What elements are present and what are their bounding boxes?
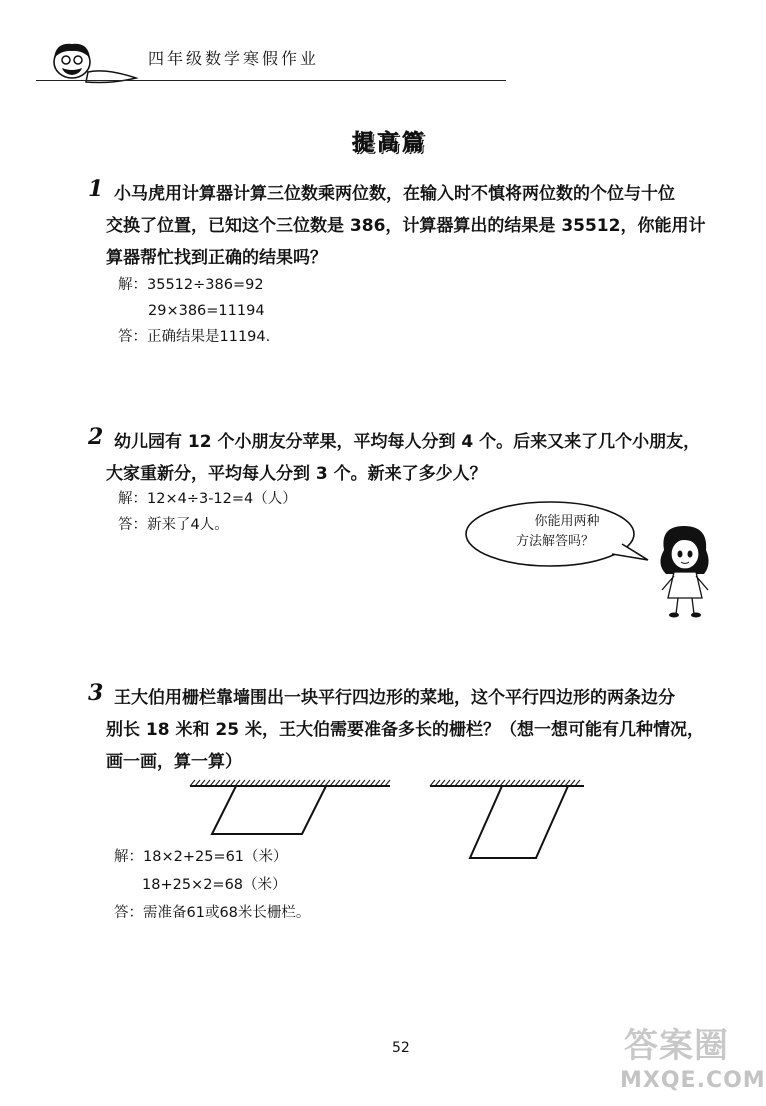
- question-text: [106, 426, 734, 490]
- bubble-line: 你能用两种: [534, 514, 600, 529]
- solution-1: [118, 272, 270, 350]
- question-line: 别长 18 米和 25 米，王大伯需要准备多长的栅栏？（想一想可能有几种情况，: [106, 720, 704, 740]
- question-number: 1: [88, 176, 104, 202]
- question-number: 3: [88, 680, 104, 706]
- section-title: 提高篇: [352, 131, 428, 156]
- question-line: 小马虎用计算器计算三位数乘两位数，在输入时不慎将两位数的个位与十位: [114, 184, 675, 204]
- question-line: 交换了位置，已知这个三位数是 386，计算器算出的结果是 35512，你能用计: [106, 216, 706, 236]
- solution-line: 答：需准备61或68米长栅栏。: [114, 905, 311, 921]
- watermark-logo: 答案圈: [624, 1026, 729, 1066]
- watermark-url: MXQE.COM: [620, 1068, 766, 1093]
- question-line: 画一画，算一算）: [106, 752, 242, 772]
- solution-3: [114, 844, 310, 926]
- speech-bubble-text: [490, 512, 620, 552]
- question-text: [106, 682, 734, 778]
- header-title: 四年级数学寒假作业: [148, 49, 320, 68]
- parallelogram-1: [212, 786, 326, 834]
- solution-line: 答：正确结果是11194.: [118, 329, 271, 345]
- solution-line: 18+25×2=68（米）: [142, 877, 287, 893]
- question-line: 算器帮忙找到正确的结果吗？: [106, 248, 327, 268]
- question-line: 大家重新分，平均每人分到 3 个。新来了多少人？: [106, 464, 487, 484]
- page-number: 52: [392, 1040, 410, 1056]
- question-line: 幼儿园有 12 个小朋友分苹果，平均每人分到 4 个。后来又来了几个小朋友，: [114, 432, 701, 452]
- solution-line: 解：35512÷386=92: [118, 277, 264, 293]
- question-text: [106, 178, 734, 274]
- girl-cartoon-icon: [650, 520, 720, 620]
- parallelogram-2: [470, 786, 568, 858]
- header-divider: [36, 80, 506, 81]
- solution-line: 答：新来了4人。: [118, 517, 229, 533]
- solution-line: 29×386=11194: [148, 303, 265, 319]
- question-number: 2: [88, 424, 104, 450]
- question-line: 王大伯用栅栏靠墙围出一块平行四边形的菜地，这个平行四边形的两条边分: [114, 688, 675, 708]
- solution-2: [118, 486, 297, 538]
- bubble-line: 方法解答吗？: [515, 534, 594, 549]
- solution-line: 解：12×4÷3-12=4（人）: [118, 491, 297, 507]
- solution-line: 解：18×2+25=61（米）: [114, 849, 288, 865]
